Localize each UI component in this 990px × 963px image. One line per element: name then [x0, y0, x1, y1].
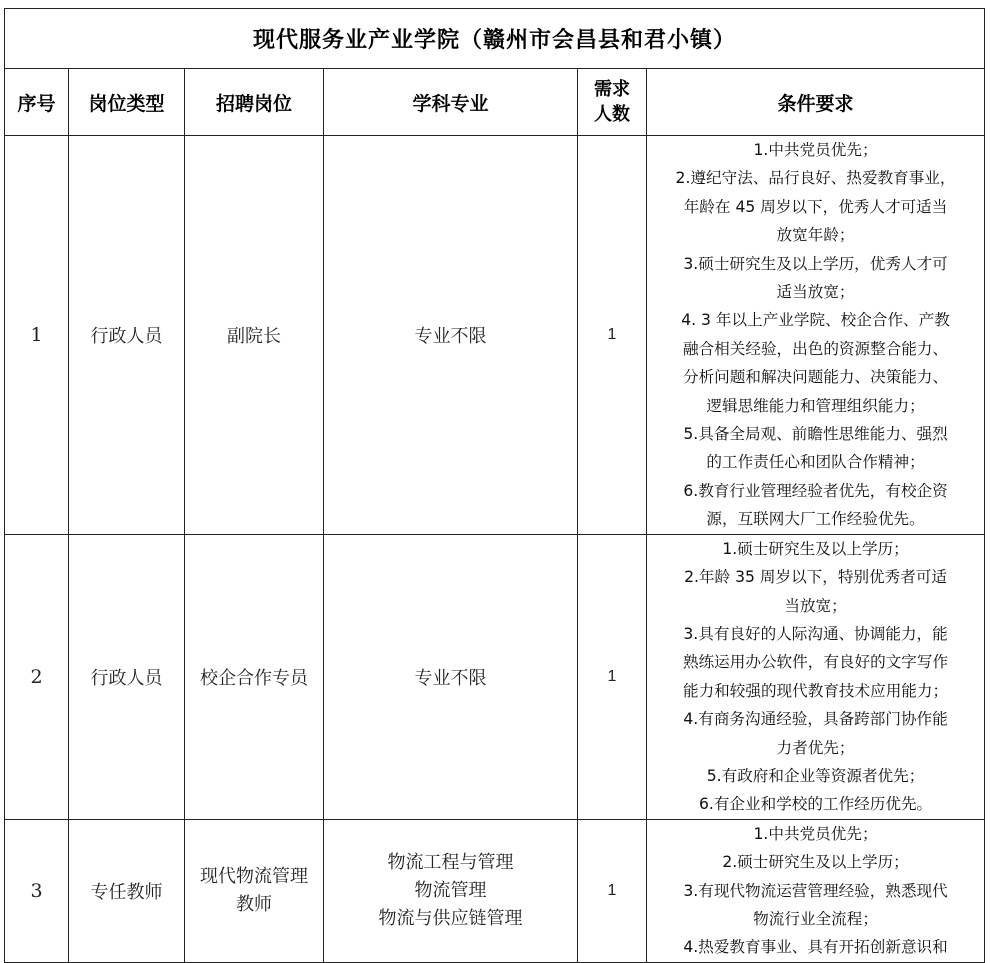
- row-requirements: [647, 534, 985, 819]
- header-type: 岗位类型: [69, 69, 185, 136]
- recruitment-table: [4, 8, 985, 963]
- requirement-line: 5.有政府和企业等资源者优先；: [706, 766, 925, 785]
- requirement-line: 1.中共党员优先；: [753, 824, 878, 843]
- row-requirements: [647, 819, 985, 962]
- requirement-line: 3.有现代物流运营管理经验，熟悉现代: [683, 881, 948, 900]
- requirement-line: 2.硕士研究生及以上学历；: [722, 853, 909, 872]
- requirement-line: 物流行业全流程；: [753, 909, 878, 928]
- requirement-line: 力者优先；: [776, 738, 855, 757]
- row-count: 1: [578, 136, 647, 535]
- requirement-line: 放宽年龄；: [776, 226, 855, 245]
- requirement-line: 4.有商务沟通经验，具备跨部门协作能: [683, 710, 948, 729]
- table-title: 现代服务业产业学院（赣州市会昌县和君小镇）: [5, 9, 985, 69]
- major-line: 物流管理: [414, 879, 487, 901]
- requirement-line: 4. 3 年以上产业学院、校企合作、产教: [681, 311, 950, 330]
- header-seq: 序号: [5, 69, 69, 136]
- requirement-line: 分析问题和解决问题能力、决策能力、: [682, 368, 949, 387]
- row-position: [185, 819, 324, 962]
- header-count: [578, 69, 647, 136]
- row-position: 副院长: [185, 136, 324, 535]
- row-type: 行政人员: [69, 136, 185, 535]
- header-requirements: 条件要求: [647, 69, 985, 136]
- requirement-line: 4.热爱教育事业、具有开拓创新意识和: [683, 938, 948, 957]
- requirement-line: 5.具备全局观、前瞻性思维能力、强烈: [683, 425, 948, 444]
- requirement-line: 3.硕士研究生及以上学历，优秀人才可: [683, 254, 948, 273]
- requirement-line: 源，互联网大厂工作经验优先。: [706, 510, 925, 529]
- requirement-line: 6.有企业和学校的工作经历优先。: [698, 795, 933, 814]
- requirement-line: 当放宽；: [784, 596, 847, 615]
- position-line: 现代物流管理: [200, 865, 308, 887]
- row-count: 1: [578, 819, 647, 962]
- major-line: 物流工程与管理: [387, 851, 514, 873]
- header-major: 学科专业: [324, 69, 578, 136]
- row-major: 专业不限: [324, 534, 578, 819]
- row-type: 专任教师: [69, 819, 185, 962]
- header-row: [5, 69, 985, 136]
- row-seq: 2: [5, 534, 69, 819]
- requirement-line: 熟练运用办公软件，有良好的文字写作: [682, 653, 949, 672]
- row-seq: 1: [5, 136, 69, 535]
- header-position: 招聘岗位: [185, 69, 324, 136]
- row-count: 1: [578, 534, 647, 819]
- major-line: 物流与供应链管理: [378, 907, 523, 929]
- row-type: 行政人员: [69, 534, 185, 819]
- table-row: [5, 819, 985, 962]
- requirement-line: 6.教育行业管理经验者优先，有校企资: [683, 481, 948, 500]
- row-seq: 3: [5, 819, 69, 962]
- row-major: 专业不限: [324, 136, 578, 535]
- requirement-line: 能力和较强的现代教育技术应用能力；: [682, 681, 949, 700]
- table-row: [5, 136, 985, 535]
- requirement-line: 适当放宽；: [776, 283, 855, 302]
- row-position: 校企合作专员: [185, 534, 324, 819]
- requirement-line: 融合相关经验，出色的资源整合能力、: [682, 339, 949, 358]
- requirement-line: 3.具有良好的人际沟通、协调能力，能: [683, 624, 948, 643]
- header-count-line1: 需求: [594, 79, 630, 100]
- requirement-line: 1.硕士研究生及以上学历；: [722, 539, 909, 558]
- requirement-line: 2.遵纪守法、品行良好、热爱教育事业，: [675, 169, 956, 188]
- row-requirements: [647, 136, 985, 535]
- header-count-line2: 人数: [594, 104, 630, 125]
- requirement-line: 1.中共党员优先；: [753, 141, 878, 159]
- row-major: [324, 819, 578, 962]
- requirement-line: 逻辑思维能力和管理组织能力；: [706, 396, 925, 415]
- requirement-line: 年龄在 45 周岁以下，优秀人才可适当: [683, 197, 948, 216]
- position-line: 教师: [236, 893, 272, 915]
- requirement-line: 的工作责任心和团队合作精神；: [706, 453, 925, 472]
- table-row: [5, 534, 985, 819]
- requirement-line: 2.年龄 35 周岁以下，特别优秀者可适: [684, 568, 948, 587]
